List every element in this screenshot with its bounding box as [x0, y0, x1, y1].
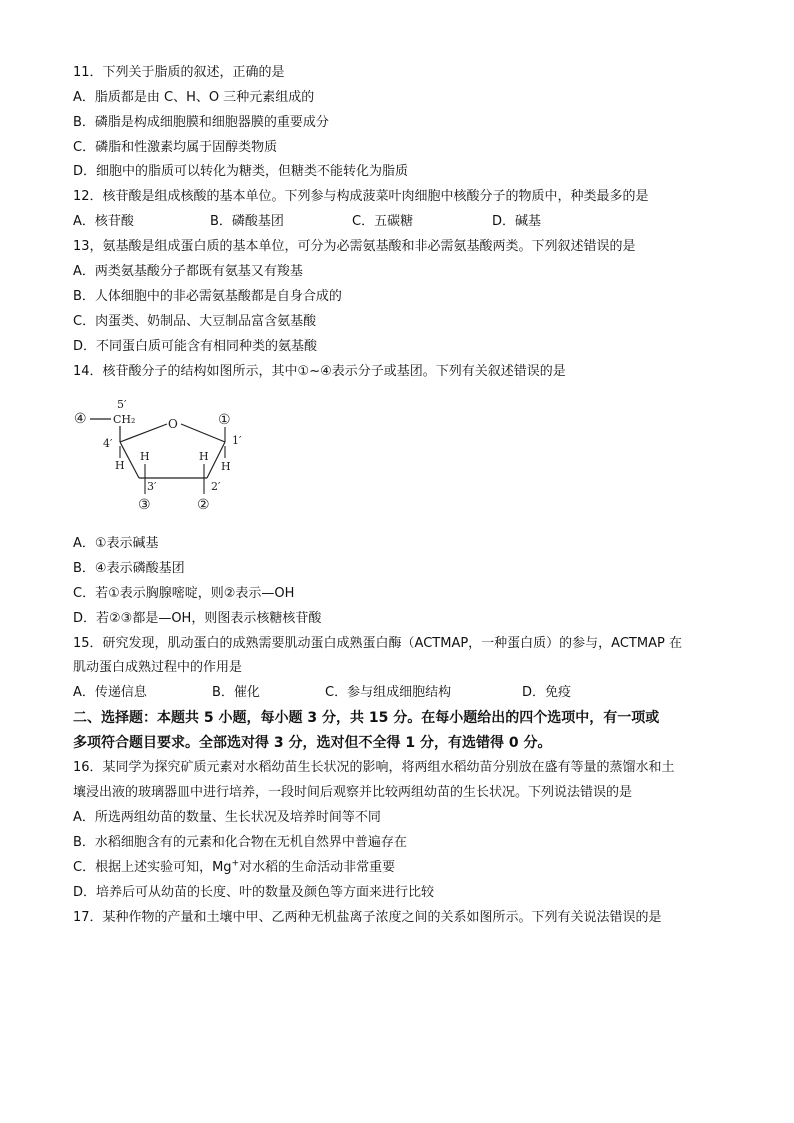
section2-heading-line1: 二、选择题：本题共 5 小题，每小题 3 分，共 15 分。在每小题给出的四个选项中，有一项或 — [73, 710, 660, 726]
q16-option-d: D．培养后可从幼苗的长度、叶的数量及颜色等方面来进行比较 — [73, 885, 435, 900]
fig-h-c1: H — [221, 460, 231, 473]
q11-option-c: C．磷脂和性激素均属于固醇类物质 — [73, 140, 278, 155]
q13-stem: 13，氨基酸是组成蛋白质的基本单位，可分为必需氨基酸和非必需氨基酸两类。下列叙述错误的是 — [73, 239, 636, 254]
q16-option-c — [73, 859, 395, 877]
q11-option-b: B．磷脂是构成细胞膜和细胞器膜的重要成分 — [73, 115, 329, 130]
q14-option-a: A．①表示碱基 — [73, 536, 159, 551]
fig-label-2: ② — [197, 497, 210, 513]
q13-option-b: B．人体细胞中的非必需氨基酸都是自身合成的 — [73, 289, 342, 304]
fig-ring-oxygen: O — [168, 417, 178, 431]
q15-option-c: C．参与组成细胞结构 — [325, 685, 452, 700]
q12-option-d: D．碱基 — [492, 214, 542, 229]
q16-option-a: A．所选两组幼苗的数量、生长状况及培养时间等不同 — [73, 810, 381, 825]
q12-option-b: B．磷酸基团 — [210, 214, 284, 229]
fig-label-1: ① — [218, 412, 231, 428]
fig-c2-label: 2′ — [211, 480, 221, 493]
q15-option-a: A．传递信息 — [73, 685, 147, 700]
fig-c5-label: 5′ — [117, 398, 127, 411]
section2-heading-line2: 多项符合题目要求。全部选对得 3 分，选对但不全得 1 分，有选错得 0 分。 — [73, 735, 552, 751]
q13-option-a: A．两类氨基酸分子都既有氨基又有羧基 — [73, 264, 303, 279]
q12-option-c: C．五碳糖 — [352, 214, 414, 229]
fig-label-4: ④ — [74, 411, 87, 427]
q15-options — [73, 684, 571, 702]
fig-c4-label: 4′ — [103, 437, 113, 450]
fig-h-c2: H — [199, 450, 209, 463]
fig-c3-label: 3′ — [147, 480, 157, 493]
q13-option-c: C．肉蛋类、奶制品、大豆制品富含氨基酸 — [73, 314, 317, 329]
fig-ch2-label: CH₂ — [113, 413, 136, 426]
q16-option-c-sup: + — [231, 858, 240, 869]
q14-stem: 14．核苷酸分子的结构如图所示，其中①~④表示分子或基团。下列有关叙述错误的是 — [73, 364, 566, 379]
q11-option-a: A．脂质都是由 C、H、O 三种元素组成的 — [73, 90, 315, 105]
q17-stem: 17．某种作物的产量和土壤中甲、乙两种无机盐离子浓度之间的关系如图所示。下列有关说法错误的是 — [73, 910, 662, 925]
q16-option-c-pre: C．根据上述实验可知，Mg — [73, 860, 232, 875]
q15-option-b: B．催化 — [212, 685, 260, 700]
q16-stem-line1: 16．某同学为探究矿质元素对水稻幼苗生长状况的影响，将两组水稻幼苗分别放在盛有等量的蒸馏水和土 — [73, 760, 675, 775]
q11-stem: 11．下列关于脂质的叙述，正确的是 — [73, 65, 285, 80]
q16-option-b: B．水稻细胞含有的元素和化合物在无机自然界中普遍存在 — [73, 835, 407, 850]
nucleotide-structure-diagram — [73, 392, 248, 527]
q15-stem-line2: 肌动蛋白成熟过程中的作用是 — [73, 660, 243, 675]
q12-options — [73, 213, 541, 231]
fig-label-3: ③ — [138, 497, 151, 513]
q12-option-a: A．核苷酸 — [73, 214, 134, 229]
q15-option-d: D．免疫 — [522, 685, 572, 700]
q11-option-d: D．细胞中的脂质可以转化为糖类，但糖类不能转化为脂质 — [73, 164, 409, 179]
q15-stem-line1: 15．研究发现，肌动蛋白的成熟需要肌动蛋白成熟蛋白酶（ACTMAP，一种蛋白质）的参与，ACTMAP 在 — [73, 636, 682, 651]
q14-option-c: C．若①表示胸腺嘧啶，则②表示—OH — [73, 586, 295, 601]
fig-c1-label: 1′ — [232, 434, 242, 447]
q12-stem: 12．核苷酸是组成核酸的基本单位。下列参与构成菠菜叶肉细胞中核酸分子的物质中，种类最多的是 — [73, 189, 649, 204]
q14-option-d: D．若②③都是—OH，则图表示核糖核苷酸 — [73, 611, 322, 626]
fig-h-c3: H — [140, 450, 150, 463]
fig-h-c4: H — [115, 459, 125, 472]
q16-option-c-post: 对水稻的生命活动非常重要 — [239, 860, 396, 875]
q16-stem-line2: 壤浸出液的玻璃器皿中进行培养，一段时间后观察并比较两组幼苗的生长状况。下列说法错误的是 — [73, 785, 633, 800]
q14-option-b: B．④表示磷酸基团 — [73, 561, 185, 576]
q13-option-d: D．不同蛋白质可能含有相同种类的氨基酸 — [73, 339, 318, 354]
